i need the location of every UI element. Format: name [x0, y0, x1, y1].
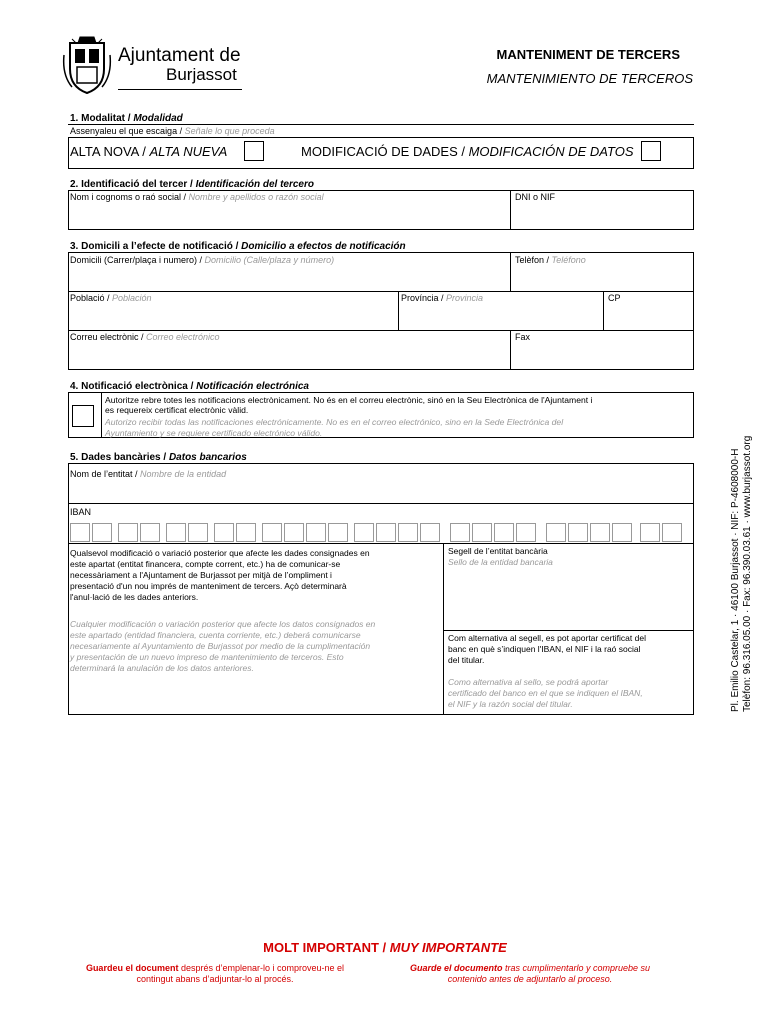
notice-es-line: determinará la anulación de los datos anteriores.	[70, 663, 254, 673]
keep-es-rest2: contenido antes de adjuntarlo al proceso.	[447, 974, 613, 984]
alt-es-line: certificado del banco en el que se indiquen el IBAN,	[448, 688, 643, 698]
keep-ca-rest2: contingut abans d’adjuntar-lo al procés.	[136, 974, 294, 984]
iban-cell[interactable]	[590, 523, 610, 542]
important-ca: MOLT IMPORTANT /	[263, 940, 390, 955]
section-5-title-ca: 5. Dades bancàries /	[70, 452, 169, 463]
name-label	[70, 192, 324, 203]
prov-es: Provincia	[446, 293, 484, 303]
iban-cell[interactable]	[118, 523, 138, 542]
instr-ca: Assenyaleu el que escaiga /	[70, 126, 185, 136]
side-address-line: Pl. Emilio Castelar, 1 · 46100 Burjassot · NIF: P-4608000-H	[730, 448, 741, 712]
phone-label	[515, 255, 586, 266]
fax-label: Fax	[515, 332, 531, 342]
electronic-notification-checkbox[interactable]	[72, 405, 94, 427]
opt2-ca: MODIFICACIÓ DE DADES /	[301, 144, 469, 159]
footer-note-catalan	[55, 963, 375, 985]
option-new-label	[70, 144, 227, 159]
keep-es-rest1: tras cumplimentarlo y compruebe su	[502, 963, 651, 973]
notice-ca-line: necessàriament a l'Ajuntament de Burjassot per mitjà de l’ompliment i	[70, 570, 332, 580]
iban-cell[interactable]	[420, 523, 440, 542]
keep-es-bold: Guarde el documento	[409, 963, 503, 973]
section-5-title	[70, 452, 247, 463]
opt1-ca: ALTA NOVA /	[70, 144, 150, 159]
province-label	[401, 293, 483, 304]
iban-cell[interactable]	[188, 523, 208, 542]
option-modify-label	[301, 144, 634, 159]
name-es: Nombre y apellidos o razón social	[188, 192, 324, 202]
footer-note-spanish	[370, 963, 690, 985]
s4-text-ca-2: es requereix certificat electrònic vàlid.	[105, 405, 249, 415]
email-es: Correo electrónico	[146, 332, 220, 342]
iban-cell[interactable]	[214, 523, 234, 542]
section-3-title	[70, 241, 406, 252]
alt-es-line: Como alternativa al sello, se podrá aportar	[448, 677, 609, 687]
important-es: MUY IMPORTANTE	[389, 940, 507, 955]
entity-es: Nombre de la entidad	[140, 469, 227, 479]
iban-cell[interactable]	[472, 523, 492, 542]
addr-es: Domicilio (Calle/plaza y número)	[204, 255, 335, 265]
section-4-title	[70, 381, 309, 392]
iban-cell[interactable]	[376, 523, 396, 542]
iban-cell[interactable]	[568, 523, 588, 542]
iban-cell[interactable]	[92, 523, 112, 542]
alt-ca-line: del titular.	[448, 655, 485, 665]
alternative-spanish	[448, 677, 643, 710]
iban-cell[interactable]	[450, 523, 470, 542]
entity-label	[70, 469, 226, 480]
entity-ca: Nom de l’entitat /	[70, 469, 141, 479]
iban-cell[interactable]	[662, 523, 682, 542]
iban-cell[interactable]	[140, 523, 160, 542]
section-2-title	[70, 179, 314, 190]
s4-text-es-1: Autorizo recibir todas las notificaciones electrónicamente. No es en el correo electrónico, sino en la Sede Electrónica del	[105, 417, 564, 427]
dni-label: DNI o NIF	[515, 192, 556, 202]
iban-cell[interactable]	[236, 523, 256, 542]
section-5-title-es: Datos bancarios	[168, 452, 247, 463]
section-1-title-ca: 1. Modalitat /	[70, 113, 134, 124]
section-1-instruction	[70, 126, 275, 137]
notice-ca-line: este apartat (entitat financera, compte corrent, etc.) ha de comunicar-se	[70, 559, 341, 569]
notice-ca-line: l'anul·lació de les dades anteriors.	[70, 592, 199, 602]
email-label	[70, 332, 220, 343]
s5-seal-divider	[443, 630, 694, 631]
notice-spanish	[70, 619, 440, 674]
section-2-title-ca: 2. Identificació del tercer /	[70, 179, 196, 190]
email-ca: Correu electrònic /	[70, 332, 147, 342]
option-modify-checkbox[interactable]	[641, 141, 661, 161]
postcode-label: CP	[608, 293, 621, 303]
section-1-rule	[68, 124, 694, 125]
section-3-title-ca: 3. Domicili a l’efecte de notificació /	[70, 241, 242, 252]
alt-ca-line: banc en què s’indiquen l'IBAN, el NIF i la raó social	[448, 644, 641, 654]
address-label	[70, 255, 334, 266]
notice-es-line: y presentación de un nuevo impreso de mantenimiento de terceros. Esto	[70, 652, 344, 662]
name-ca: Nom i cognoms o raó social /	[70, 192, 189, 202]
section-1-title-es: Modalidad	[133, 113, 183, 124]
s5-divider-1	[68, 503, 694, 504]
logo-underline	[118, 89, 242, 90]
logo-line-1: Ajuntament de	[118, 45, 241, 66]
notice-es-line: este apartado (entidad financiera, cuenta corriente, etc.) deberá comunicarse	[70, 630, 361, 640]
alt-ca-line: Com alternativa al segell, es pot aportar certificat del	[448, 633, 646, 643]
notice-es-line: Cualquier modificación o variación posterior que afecte los datos consignados en	[70, 619, 376, 629]
town-es: Población	[112, 293, 152, 303]
alternative-catalan	[448, 633, 646, 666]
side-phone-line: Telèfon: 96.316.05.00 · Fax: 96.390.03.61 · www.burjassot.org	[742, 435, 753, 712]
fax-field[interactable]	[511, 331, 693, 369]
side-contact-info	[730, 422, 756, 712]
opt1-es: ALTA NUEVA	[149, 144, 228, 159]
iban-cell[interactable]	[328, 523, 348, 542]
seal-label-es: Sello de la entidad bancaria	[448, 557, 553, 567]
section-1-title	[70, 113, 183, 124]
iban-cell[interactable]	[70, 523, 90, 542]
alt-es-line: el NIF y la razón social del titular.	[448, 699, 573, 709]
iban-cell[interactable]	[494, 523, 514, 542]
iban-cell[interactable]	[546, 523, 566, 542]
iban-cell[interactable]	[306, 523, 326, 542]
notice-ca-line: Qualsevol modificació o variació posterior que afecte les dades consignades en	[70, 548, 370, 558]
opt2-es: MODIFICACIÓN DE DATOS	[468, 144, 634, 159]
coat-of-arms-icon	[62, 35, 112, 97]
section-2-title-es: Identificación del tercero	[195, 179, 314, 190]
section-4-title-ca: 4. Notificació electrònica /	[70, 381, 197, 392]
iban-cell[interactable]	[398, 523, 418, 542]
logo-line-2: Burjassot	[166, 65, 237, 84]
s4-divider	[101, 392, 102, 438]
iban-cell[interactable]	[284, 523, 304, 542]
section-4-title-es: Notificación electrónica	[196, 381, 309, 392]
option-new-checkbox[interactable]	[244, 141, 264, 161]
important-heading	[0, 940, 770, 955]
keep-ca-bold: Guardeu el document	[85, 963, 179, 973]
notice-ca-line: presentació d'un nou imprés de manteniment de tercers. Açò determinarà	[70, 581, 347, 591]
iban-cell[interactable]	[640, 523, 660, 542]
phone-ca: Telèfon /	[515, 255, 552, 265]
iban-cell[interactable]	[262, 523, 282, 542]
title-catalan: MANTENIMENT DE TERCERS	[496, 47, 680, 62]
instr-es: Señale lo que proceda	[184, 126, 275, 136]
municipal-logo	[62, 35, 242, 97]
keep-ca-rest1: després d’emplenar-lo i comproveu-ne el	[178, 963, 345, 973]
town-label	[70, 293, 152, 304]
s4-text-ca-1: Autoritze rebre totes les notificacions electrònicament. No és en el correu electrònic, sinó en la Seu Electrònica de l'Ajuntament i	[105, 395, 593, 405]
seal-label-ca: Segell de l’entitat bancària	[448, 546, 548, 556]
iban-cell[interactable]	[612, 523, 632, 542]
notice-es-line: necesariamente al Ayuntamiento de Burjassot por medio de la cumplimentación	[70, 641, 371, 651]
s4-text-es-2: Ayuntamiento y se requiere certificado electrónico válido.	[105, 428, 323, 438]
notice-catalan	[70, 548, 440, 603]
section-3-title-es: Domicilio a efectos de notificación	[241, 241, 406, 252]
iban-cell[interactable]	[354, 523, 374, 542]
iban-cell[interactable]	[516, 523, 536, 542]
addr-ca: Domicili (Carrer/plaça i numero) /	[70, 255, 205, 265]
iban-label: IBAN	[70, 507, 92, 517]
iban-cell[interactable]	[166, 523, 186, 542]
phone-es: Teléfono	[551, 255, 586, 265]
town-ca: Població /	[70, 293, 113, 303]
title-spanish: MANTENIMIENTO DE TERCEROS	[486, 71, 693, 86]
prov-ca: Província /	[401, 293, 447, 303]
